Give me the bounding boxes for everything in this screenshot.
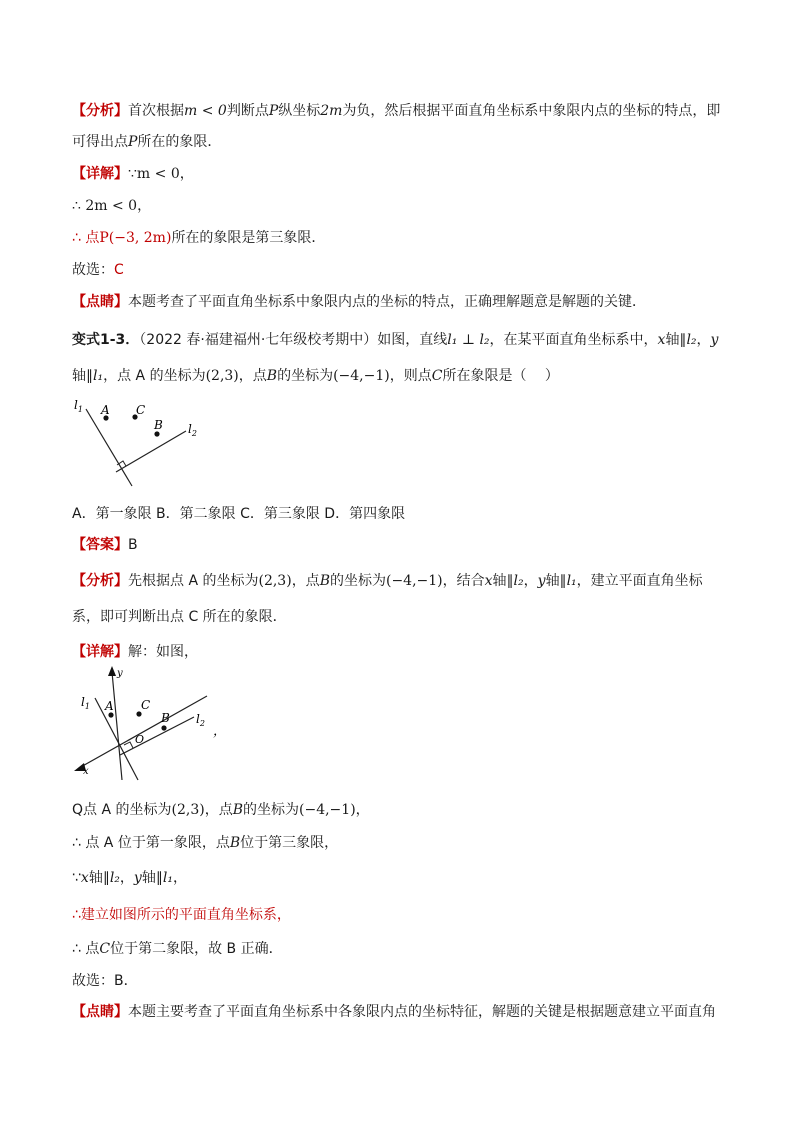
figure-trailing-comma: ， — [213, 724, 227, 739]
analysis-paragraph-cont: 可得出点P所在的象限． — [72, 134, 222, 150]
figure-lines-points — [70, 395, 210, 490]
answer-line: 【答案】B — [72, 537, 138, 553]
label-c: C — [136, 403, 146, 417]
label-c: C — [141, 698, 151, 712]
detail2-tag: 【详解】 — [72, 644, 128, 660]
line-l2 — [120, 717, 194, 755]
choose2-line: 故选：B． — [72, 973, 138, 989]
question-line-1: 变式1-3．（2022 春·福建福州·七年级校考期中）如图，直线l₁ ⊥ l₂，在某平面直角坐标系中，x轴∥l₂，y — [72, 332, 719, 348]
choose-line: 故选：C — [72, 262, 124, 278]
therefore-line-2: ∴建立如图所示的平面直角坐标系， — [72, 907, 291, 923]
analysis2-line-2: 系，即可判断出点 C 所在的象限． — [72, 609, 287, 625]
label-a: A — [105, 699, 114, 713]
right-angle-mark — [124, 742, 133, 748]
therefore-line-3: ∴ 点C位于第二象限，故 B 正确． — [72, 941, 283, 957]
label-a: A — [101, 403, 110, 417]
analysis-paragraph: 【分析】首次根据m < 0判断点P纵坐标2m为负，然后根据平面直角坐标系中象限内点的坐标的特点，即 — [72, 103, 721, 119]
y-axis-arrow — [108, 666, 116, 676]
line-l1 — [86, 409, 132, 486]
detail-line-2: ∴ 2m < 0， — [72, 198, 152, 214]
comment-tag: 【点睛】 — [72, 294, 128, 310]
point-a — [108, 712, 113, 717]
detail-tag: 【详解】 — [72, 166, 128, 182]
label-l2: $l_2$ — [196, 712, 205, 728]
label-l2: $l_2$ — [188, 422, 197, 438]
label-y: y — [117, 668, 123, 679]
question-title: 变式1-3． — [72, 332, 140, 348]
label-origin: O — [135, 733, 145, 746]
analysis-tag: 【分析】 — [72, 103, 128, 119]
figure-coordinate-system — [70, 662, 230, 784]
right-angle-mark — [117, 461, 126, 466]
comment-line: 【点睛】本题考查了平面直角坐标系中象限内点的坐标的特点，正确理解题意是解题的关键． — [72, 294, 646, 310]
since-line: Q点 A 的坐标为(2,3)，点B的坐标为(−4,−1)， — [72, 802, 370, 818]
detail-line-3: ∴ 点P(−3, 2m)所在的象限是第三象限． — [72, 230, 326, 246]
label-l1: $l_1$ — [81, 695, 90, 711]
answer-tag: 【答案】 — [72, 537, 128, 553]
detail-line-1: 【详解】∵m < 0， — [72, 166, 194, 182]
because-line: ∵x轴∥l₂，y轴∥l₁， — [72, 870, 187, 886]
line-l2 — [116, 431, 186, 472]
label-l1: $l_1$ — [74, 398, 83, 414]
comment2-tag: 【点睛】 — [72, 1004, 128, 1020]
comment2-line: 【点睛】本题主要考查了平面直角坐标系中各象限内点的坐标特征，解题的关键是根据题意建立平面直角 — [72, 1004, 716, 1020]
therefore-line-1: ∴ 点 A 位于第一象限，点B位于第三象限， — [72, 835, 339, 851]
label-b: B — [161, 711, 170, 725]
label-x: x — [83, 766, 89, 777]
point-b — [154, 431, 159, 436]
question-line-2: 轴∥l₁，点 A 的坐标为(2,3)，点B的坐标为(−4,−1)，则点C所在象限是（ ） — [72, 368, 559, 384]
detail2-line: 【详解】解：如图， — [72, 644, 198, 660]
point-b — [161, 725, 166, 730]
analysis2-tag: 【分析】 — [72, 573, 128, 589]
label-b: B — [154, 418, 163, 432]
analysis2-line-1: 【分析】先根据点 A 的坐标为(2,3)，点B的坐标为(−4,−1)，结合x轴∥l₂，y轴∥l₁，建立平面直角坐标 — [72, 573, 703, 589]
y-axis — [112, 672, 122, 780]
point-c — [136, 711, 141, 716]
options-line: A．第一象限 B．第二象限 C．第三象限 D．第四象限 — [72, 506, 406, 522]
